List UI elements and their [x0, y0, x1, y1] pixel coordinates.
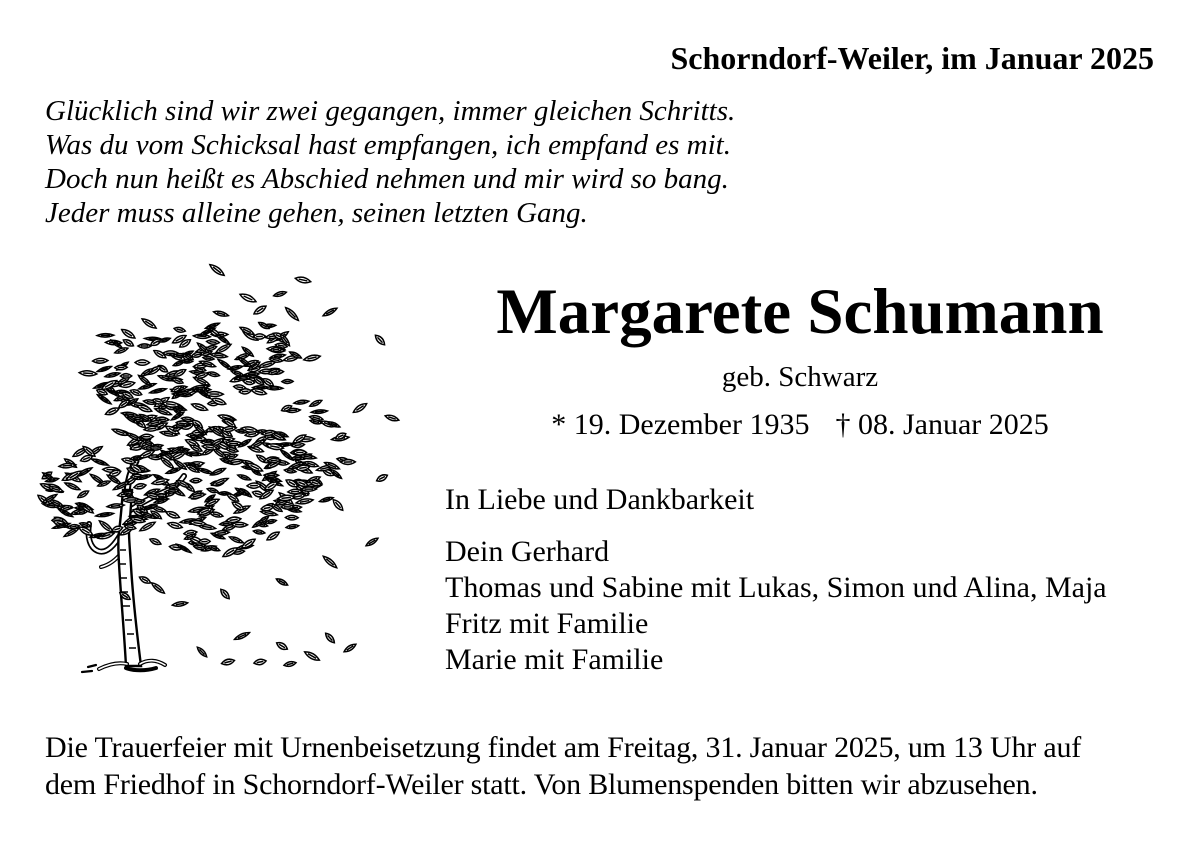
funeral-info [45, 729, 1081, 803]
mourners [445, 482, 1107, 678]
funeral-line: Die Trauerfeier mit Urnenbeisetzung findet am Freitag, 31. Januar 2025, um 13 Uhr auf [45, 731, 1082, 764]
mourner-line: Dein Gerhard [445, 535, 610, 568]
mourner-names [445, 534, 1107, 678]
windblown-tree-illustration [30, 250, 430, 680]
poem [45, 94, 735, 230]
mourner-line: Thomas und Sabine mit Lukas, Simon und Alina, Maja [445, 571, 1107, 604]
maiden-name: geb. Schwarz [721, 361, 879, 393]
poem-line: Jeder muss alleine gehen, seinen letzten Gang. [45, 197, 588, 229]
birth-date: * 19. Dezember 1935 [551, 408, 810, 441]
poem-line: Was du vom Schicksal hast empfangen, ich empfand es mit. [45, 129, 731, 161]
windblown-tree-svg [30, 250, 430, 680]
mourner-line: Marie mit Familie [445, 643, 664, 676]
poem-line: Doch nun heißt es Abschied nehmen und mir wird so bang. [45, 163, 729, 195]
deceased-block [430, 276, 1170, 443]
death-date: † 08. Januar 2025 [835, 408, 1049, 441]
life-dates [430, 407, 1170, 443]
mourners-intro: In Liebe und Dankbarkeit [445, 483, 755, 516]
dateline: Schorndorf-Weiler, im Januar 2025 [670, 40, 1154, 76]
deceased-name: Margarete Schumann [496, 276, 1104, 348]
mourner-line: Fritz mit Familie [445, 607, 649, 640]
funeral-line: dem Friedhof in Schorndorf-Weiler statt. Von Blumenspenden bitten wir abzusehen. [45, 768, 1038, 801]
poem-line: Glücklich sind wir zwei gegangen, immer gleichen Schritts. [45, 95, 736, 127]
